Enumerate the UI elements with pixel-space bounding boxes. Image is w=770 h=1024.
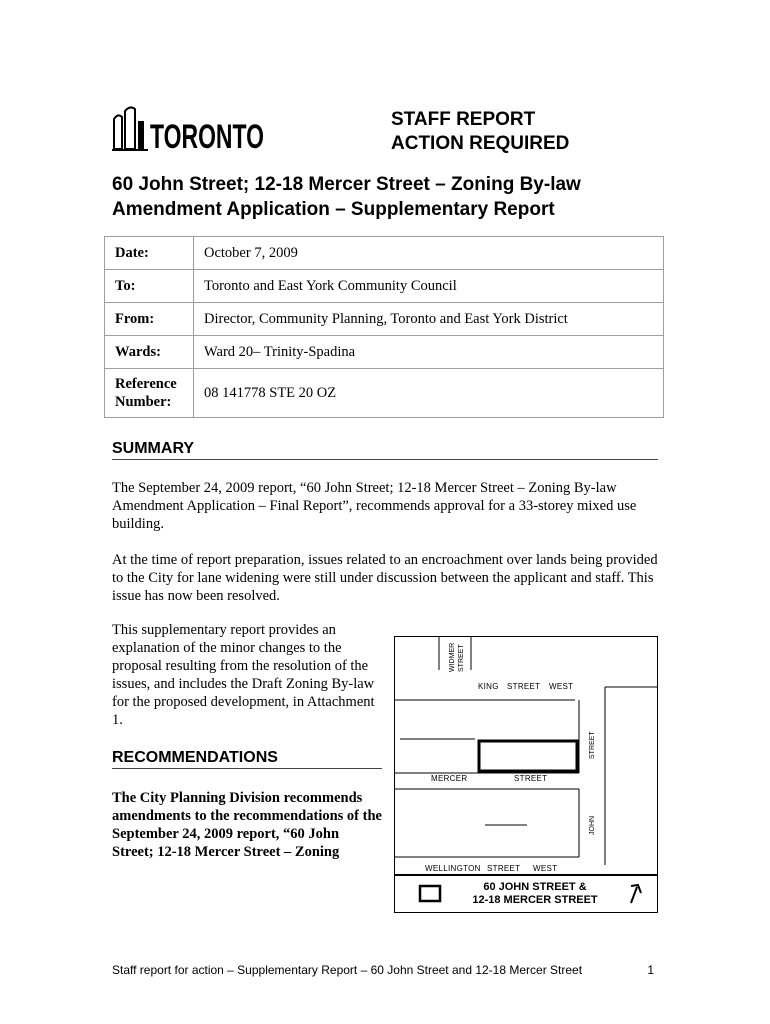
- report-type-line1: STAFF REPORT: [391, 109, 536, 130]
- john-street-lower-label: JOHN: [589, 815, 596, 835]
- king-street-label-3: WEST: [549, 682, 574, 691]
- table-row: [105, 270, 664, 303]
- summary-paragraph-1: The September 24, 2009 report, “60 John Street; 12-18 Mercer Street – Zoning By-law Amendment Application – Final Report”, recommends approval for a 33-storey mixed use building.: [112, 480, 637, 532]
- wards-label: Wards:: [105, 336, 194, 369]
- document-title-line2: Amendment Application – Supplementary Report: [112, 199, 555, 220]
- recommendations-rule: [112, 768, 382, 769]
- widmer-street-label-1: WIDMER: [449, 642, 456, 672]
- table-row: [105, 336, 664, 369]
- page-number: 1: [647, 963, 654, 977]
- document-title-line1: 60 John Street; 12-18 Mercer Street – Zoning By-law: [112, 174, 581, 195]
- king-street-label-2: STREET: [507, 682, 541, 691]
- logo-wordmark: TORONTO: [150, 118, 264, 156]
- reference-label: [105, 369, 194, 418]
- to-label: To:: [105, 270, 194, 303]
- summary-heading: SUMMARY: [112, 440, 195, 457]
- widmer-street-label-2: STREET: [458, 644, 465, 672]
- legend-site-icon: [420, 886, 440, 901]
- recommendations-heading: RECOMMENDATIONS: [112, 749, 278, 766]
- map-legend-line2: 12-18 MERCER STREET: [472, 894, 598, 906]
- date-value: October 7, 2009: [194, 237, 664, 270]
- summary-rule: [112, 459, 658, 460]
- reference-value: 08 141778 STE 20 OZ: [194, 369, 664, 418]
- to-value: Toronto and East York Community Council: [194, 270, 664, 303]
- john-street-upper-label: STREET: [589, 731, 596, 759]
- mercer-street-label: MERCER: [431, 774, 468, 783]
- summary-paragraph-3: This supplementary report provides an explanation of the minor changes to the proposal resulting from the resolution of the issues, and includes the Draft Zoning By-law for the proposed development, in Attachment 1.: [112, 622, 375, 728]
- summary-paragraph-2: At the time of report preparation, issues related to an encroachment over lands being provided to the City for lane widening were still under discussion between the applicant and staff. This issue has now been resolved.: [112, 552, 658, 604]
- footer-text: Staff report for action – Supplementary Report – 60 John Street and 12-18 Mercer Street: [112, 963, 583, 977]
- wards-value: Ward 20– Trinity-Spadina: [194, 336, 664, 369]
- subject-site-outline: [479, 741, 577, 771]
- report-type: [391, 108, 569, 156]
- recommendations-paragraph-1: The City Planning Division recommends amendments to the recommendations of the September 24, 2009 report, “60 John Street; 12-18 Mercer Street – Zoning: [112, 790, 382, 860]
- document-title: [112, 172, 672, 222]
- reference-label-line1: Reference: [115, 376, 177, 392]
- page-footer: [112, 963, 660, 977]
- wellington-street-label-3: WEST: [533, 864, 558, 873]
- report-info-table: [104, 236, 664, 418]
- report-type-line2: ACTION REQUIRED: [391, 133, 570, 154]
- from-label: From:: [105, 303, 194, 336]
- city-hall-logo-icon: [112, 103, 267, 155]
- table-row: [105, 369, 664, 418]
- wellington-street-label-2: STREET: [487, 864, 521, 873]
- mercer-street-label-2: STREET: [514, 774, 548, 783]
- map-legend-text: [455, 881, 615, 907]
- reference-label-line2: Number:: [115, 394, 172, 410]
- toronto-logo: [112, 103, 267, 155]
- table-row: [105, 303, 664, 336]
- table-row: [105, 237, 664, 270]
- date-label: Date:: [105, 237, 194, 270]
- wellington-street-label: WELLINGTON: [425, 864, 481, 873]
- north-arrow-icon: [631, 885, 641, 903]
- king-street-label: KING: [478, 682, 499, 691]
- from-value: Director, Community Planning, Toronto and East York District: [194, 303, 664, 336]
- location-map: [394, 636, 658, 913]
- map-legend-line1: 60 JOHN STREET &: [483, 881, 587, 893]
